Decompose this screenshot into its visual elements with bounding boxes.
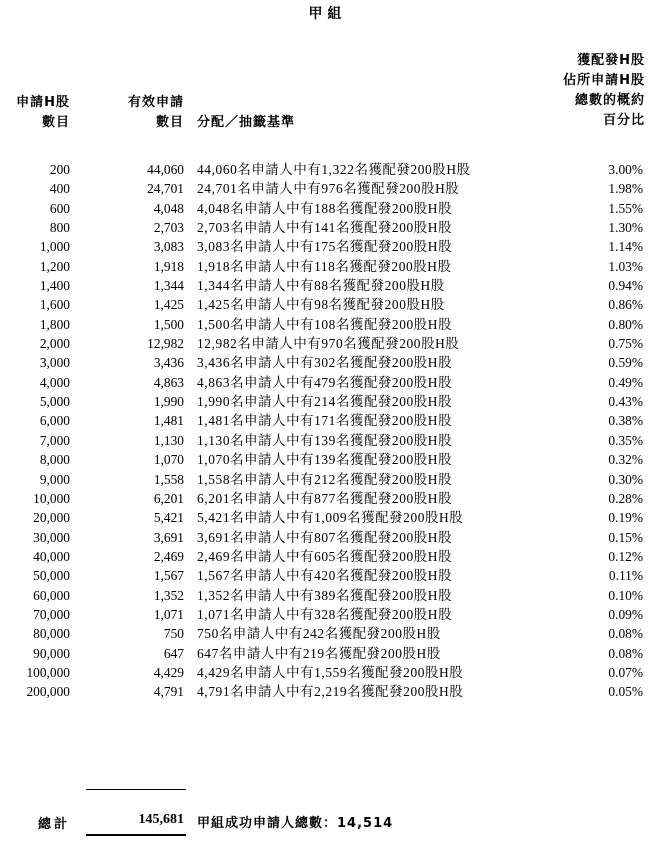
cell-allocation-basis: 12,982名申請人中有970名獲配發200股H股 [197,336,460,352]
header-valid-line-1: 有效申請 [127,95,184,110]
cell-valid-applications: 4,791 [153,684,184,700]
cell-allocation-basis: 3,436名申請人中有302名獲配發200股H股 [197,355,453,371]
cell-percentage: 0.38% [608,413,643,429]
cell-percentage: 0.08% [608,645,643,661]
header-allocation-basis: 分配／抽籤基準 [197,115,296,130]
cell-percentage: 0.43% [608,394,643,410]
cell-shares: 90,000 [33,645,70,661]
subtotal-rule [86,789,186,790]
cell-valid-applications: 5,421 [153,510,184,526]
total-value: 145,681 [138,812,184,827]
header-pct-line-3: 總數的概約 [574,93,645,108]
table-row [0,586,655,605]
cell-valid-applications: 3,436 [153,355,184,371]
cell-valid-applications: 4,048 [153,200,184,216]
table-row [0,663,655,682]
cell-allocation-basis: 1,558名申請人中有212名獲配發200股H股 [197,471,453,487]
cell-percentage: 1.98% [608,181,643,197]
table-row [0,353,655,372]
cell-valid-applications: 1,344 [153,278,184,294]
cell-shares: 5,000 [39,394,70,410]
cell-allocation-basis: 1,070名申請人中有139名獲配發200股H股 [197,452,453,468]
cell-percentage: 0.09% [608,606,643,622]
header-pct-line-1: 獲配發H股 [577,53,645,68]
cell-shares: 2,000 [39,336,70,352]
header-pct-line-4: 百分比 [602,113,645,128]
cell-percentage: 0.80% [608,316,643,332]
cell-allocation-basis: 1,071名申請人中有328名獲配發200股H股 [197,606,453,622]
table-row [0,334,655,353]
cell-shares: 80,000 [33,626,70,642]
cell-valid-applications: 750 [163,626,184,642]
cell-allocation-basis: 4,048名申請人中有188名獲配發200股H股 [197,200,453,216]
cell-shares: 70,000 [33,606,70,622]
cell-shares: 200 [49,162,70,177]
cell-allocation-basis: 1,990名申請人中有214名獲配發200股H股 [197,394,453,410]
cell-shares: 1,200 [39,258,70,274]
cell-percentage: 0.49% [608,374,643,390]
cell-allocation-basis: 2,703名申請人中有141名獲配發200股H股 [197,220,453,236]
cell-valid-applications: 1,070 [153,452,184,468]
cell-valid-applications: 1,500 [153,316,184,332]
cell-valid-applications: 12,982 [147,336,184,352]
cell-percentage: 0.86% [608,297,643,313]
cell-valid-applications: 1,567 [153,568,184,584]
total-successful-applicants: 甲組成功申請人總數：14,514 [197,816,394,831]
table-row [0,295,655,314]
cell-percentage: 1.14% [608,239,643,255]
total-rule [86,834,186,836]
total-label: 總計 [37,817,70,832]
cell-allocation-basis: 2,469名申請人中有605名獲配發200股H股 [197,548,453,564]
cell-valid-applications: 1,071 [153,606,184,622]
cell-percentage: 0.59% [608,355,643,371]
table-row [0,644,655,663]
cell-valid-applications: 1,558 [153,471,184,487]
cell-allocation-basis: 1,481名申請人中有171名獲配發200股H股 [197,413,453,429]
cell-allocation-basis: 4,863名申請人中有479名獲配發200股H股 [197,374,453,390]
cell-percentage: 0.28% [608,490,643,506]
table-row [0,470,655,489]
table-row [0,508,655,527]
header-shares [0,93,70,133]
cell-allocation-basis: 647名申請人中有219名獲配發200股H股 [197,645,441,661]
cell-shares: 20,000 [33,510,70,526]
cell-shares: 800 [49,220,70,236]
allocation-table [0,160,655,702]
cell-percentage: 1.30% [608,220,643,236]
cell-allocation-basis: 1,130名申請人中有139名獲配發200股H股 [197,432,453,448]
table-row [0,624,655,643]
table-row [0,218,655,237]
cell-percentage: 0.07% [608,664,643,680]
cell-allocation-basis: 1,425名申請人中有98名獲配發200股H股 [197,297,445,313]
cell-shares: 1,800 [39,316,70,332]
cell-shares: 400 [49,181,70,197]
cell-valid-applications: 2,703 [153,220,184,236]
cell-allocation-basis: 1,500名申請人中有108名獲配發200股H股 [197,316,453,332]
table-row [0,450,655,469]
table-row [0,373,655,392]
cell-allocation-basis: 1,918名申請人中有118名獲配發200股H股 [197,258,452,274]
cell-percentage: 0.75% [608,336,643,352]
cell-percentage: 0.30% [608,471,643,487]
cell-allocation-basis: 3,083名申請人中有175名獲配發200股H股 [197,239,453,255]
cell-shares: 40,000 [33,548,70,564]
table-row [0,605,655,624]
cell-allocation-basis: 4,791名申請人中有2,219名獲配發200股H股 [197,684,464,700]
cell-valid-applications: 4,429 [153,664,184,680]
cell-shares: 3,000 [39,355,70,371]
header-valid-applications [100,93,184,133]
cell-valid-applications: 2,469 [153,548,184,564]
table-row [0,257,655,276]
cell-shares: 1,000 [39,239,70,255]
table-row [0,160,655,179]
table-row [0,431,655,450]
cell-allocation-basis: 750名申請人中有242名獲配發200股H股 [197,626,441,642]
cell-allocation-basis: 24,701名申請人中有976名獲配發200股H股 [197,181,460,197]
header-percentage [563,51,645,131]
table-row [0,179,655,198]
cell-valid-applications: 3,691 [153,529,184,545]
cell-shares: 6,000 [39,413,70,429]
cell-shares: 100,000 [26,664,70,680]
cell-shares: 7,000 [39,432,70,448]
cell-valid-applications: 4,863 [153,374,184,390]
cell-percentage: 0.11% [608,568,643,584]
header-shares-line-1: 申請H股 [16,95,70,110]
cell-valid-applications: 647 [163,645,184,661]
cell-shares: 1,400 [39,278,70,294]
cell-percentage: 0.05% [608,684,643,700]
cell-valid-applications: 44,060 [147,162,184,177]
header-pct-line-2: 佔所申請H股 [563,73,645,88]
cell-percentage: 0.19% [608,510,643,526]
cell-allocation-basis: 1,344名申請人中有88名獲配發200股H股 [197,278,445,294]
cell-valid-applications: 3,083 [153,239,184,255]
table-row [0,547,655,566]
cell-percentage: 0.10% [608,587,643,603]
header-valid-line-2: 數目 [155,115,184,130]
cell-shares: 50,000 [33,568,70,584]
cell-percentage: 0.12% [608,548,643,564]
cell-shares: 4,000 [39,374,70,390]
cell-percentage: 3.00% [608,162,643,177]
cell-percentage: 1.55% [608,200,643,216]
table-row [0,237,655,256]
cell-valid-applications: 1,130 [153,432,184,448]
table-row [0,528,655,547]
cell-allocation-basis: 1,352名申請人中有389名獲配發200股H股 [197,587,453,603]
cell-shares: 9,000 [39,471,70,487]
header-shares-line-2: 數目 [41,115,70,130]
cell-allocation-basis: 4,429名申請人中有1,559名獲配發200股H股 [197,664,464,680]
cell-valid-applications: 6,201 [153,490,184,506]
cell-shares: 30,000 [33,529,70,545]
cell-valid-applications: 1,425 [153,297,184,313]
cell-valid-applications: 1,481 [153,413,184,429]
cell-percentage: 0.35% [608,432,643,448]
cell-valid-applications: 1,918 [153,258,184,274]
cell-valid-applications: 1,990 [153,394,184,410]
cell-percentage: 0.08% [608,626,643,642]
cell-valid-applications: 1,352 [153,587,184,603]
table-row [0,411,655,430]
cell-shares: 8,000 [39,452,70,468]
cell-allocation-basis: 5,421名申請人中有1,009名獲配發200股H股 [197,510,464,526]
cell-shares: 10,000 [33,490,70,506]
cell-percentage: 0.32% [608,452,643,468]
table-row [0,682,655,701]
cell-percentage: 1.03% [608,258,643,274]
table-row [0,199,655,218]
table-row [0,566,655,585]
cell-shares: 60,000 [33,587,70,603]
page-title: 甲組 [308,6,347,22]
cell-shares: 1,600 [39,297,70,313]
cell-shares: 200,000 [26,684,70,700]
cell-allocation-basis: 44,060名申請人中有1,322名獲配發200股H股 [197,162,471,177]
cell-shares: 600 [49,200,70,216]
cell-percentage: 0.15% [608,529,643,545]
table-row [0,315,655,334]
cell-valid-applications: 24,701 [147,181,184,197]
table-row [0,276,655,295]
cell-allocation-basis: 1,567名申請人中有420名獲配發200股H股 [197,568,453,584]
cell-percentage: 0.94% [608,278,643,294]
cell-allocation-basis: 3,691名申請人中有807名獲配發200股H股 [197,529,453,545]
cell-allocation-basis: 6,201名申請人中有877名獲配發200股H股 [197,490,453,506]
table-row [0,392,655,411]
table-row [0,489,655,508]
